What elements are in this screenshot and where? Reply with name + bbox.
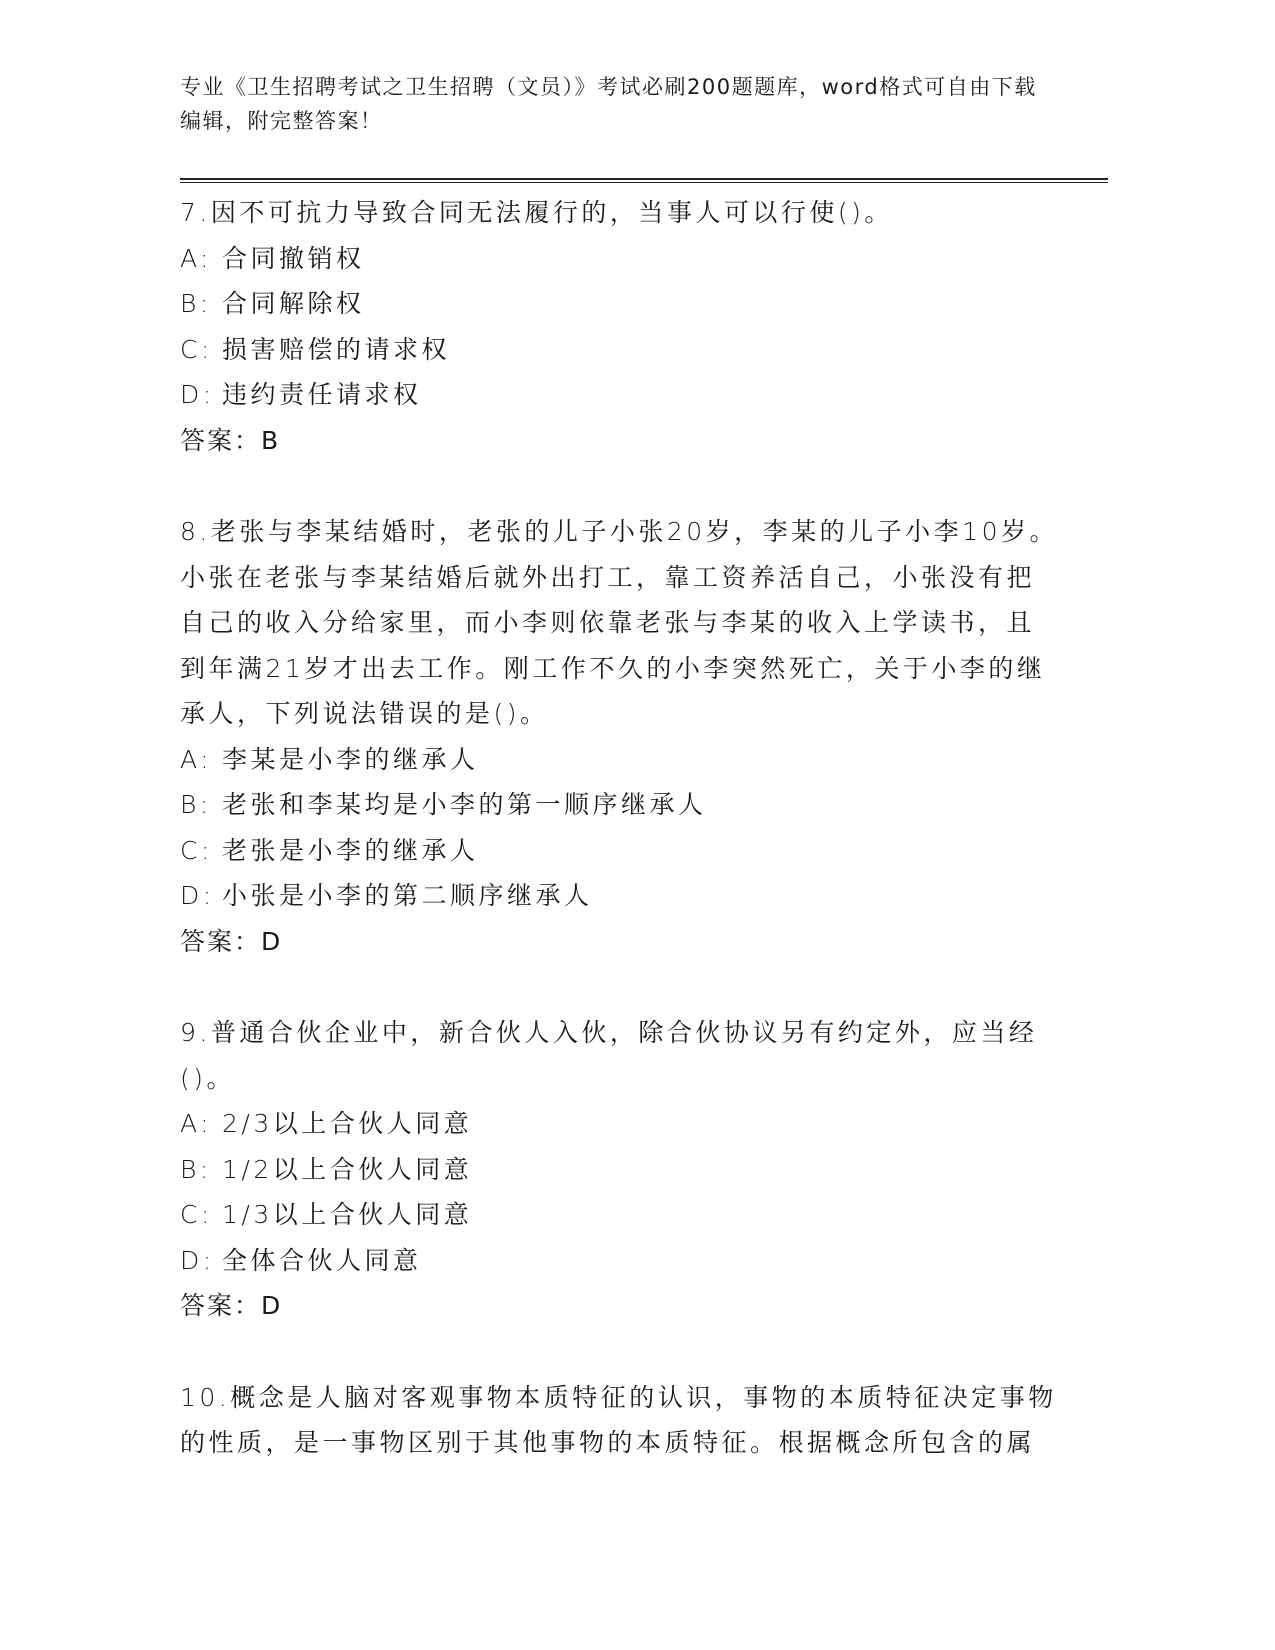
option-c — [180, 828, 1060, 874]
question-10 — [180, 1375, 1060, 1466]
option-text: 合同解除权 — [222, 289, 365, 318]
question-stem: 8.老张与李某结婚时，老张的儿子小张20岁，李某的儿子小李10岁。小张在老张与李某结婚后就外出打工，靠工资养活自己，小张没有把自己的收入分给家里，而小李则依靠老张与李某的收入上学读书，且到年满21岁才出去工作。刚工作不久的小李突然死亡，关于小李的继承人，下列说法错误的是()。 — [180, 517, 1058, 728]
option-text: 2/3以上合伙人同意 — [222, 1109, 473, 1138]
option-b — [180, 782, 1060, 828]
answer-line: 答案：B — [180, 425, 281, 455]
option-a — [180, 1101, 1060, 1147]
option-text: 1/3以上合伙人同意 — [222, 1200, 473, 1229]
option-text: 1/2以上合伙人同意 — [222, 1154, 473, 1184]
answer-line: 答案：D — [180, 926, 283, 956]
header-divider — [180, 178, 1108, 183]
option-text: 全体合伙人同意 — [222, 1245, 422, 1275]
option-text: 合同撤销权 — [222, 243, 365, 273]
option-d — [180, 873, 1060, 919]
page-header: 专业《卫生招聘考试之卫生招聘（文员）》考试必刷200题题库，word格式可自由下载编辑，附完整答案！ — [180, 75, 1037, 133]
option-c — [180, 1192, 1060, 1238]
option-key: B: — [180, 1154, 212, 1184]
question-stem: 9.普通合伙企业中，新合伙人入伙，除合伙协议另有约定外，应当经()。 — [180, 1018, 1038, 1093]
option-text: 违约责任请求权 — [222, 380, 422, 409]
option-c — [180, 327, 1060, 373]
option-key: A: — [180, 744, 213, 774]
option-key: C: — [180, 1200, 213, 1229]
option-key: D: — [180, 380, 215, 409]
option-text: 李某是小李的继承人 — [222, 744, 479, 774]
option-d — [180, 1238, 1060, 1284]
question-spacer — [180, 463, 1060, 509]
option-a — [180, 236, 1060, 282]
option-b — [180, 1147, 1060, 1193]
option-text: 老张和李某均是小李的第一顺序继承人 — [222, 790, 707, 819]
option-text: 老张是小李的继承人 — [222, 835, 479, 865]
answer-line: 答案：D — [180, 1291, 283, 1320]
question-8 — [180, 509, 1060, 964]
option-key: A: — [180, 1109, 213, 1138]
question-spacer — [180, 1329, 1060, 1375]
option-a — [180, 737, 1060, 783]
question-list — [180, 190, 1060, 1466]
question-stem: 10.概念是人脑对客观事物本质特征的认识，事物的本质特征决定事物的性质，是一事物区别于其他事物的本质特征。根据概念所包含的属 — [180, 1382, 1057, 1457]
option-text: 损害赔偿的请求权 — [222, 334, 451, 364]
option-key: D: — [180, 881, 215, 910]
option-key: A: — [180, 243, 213, 273]
option-d — [180, 372, 1060, 418]
question-9 — [180, 1010, 1060, 1329]
question-spacer — [180, 964, 1060, 1010]
option-key: B: — [180, 289, 212, 318]
question-stem: 7.因不可抗力导致合同无法履行的，当事人可以行使()。 — [180, 198, 893, 227]
option-b — [180, 281, 1060, 327]
option-key: C: — [180, 334, 213, 364]
option-text: 小张是小李的第二顺序继承人 — [222, 881, 593, 910]
option-key: C: — [180, 835, 213, 865]
option-key: D: — [180, 1245, 215, 1275]
option-key: B: — [180, 790, 212, 819]
question-7 — [180, 190, 1060, 463]
